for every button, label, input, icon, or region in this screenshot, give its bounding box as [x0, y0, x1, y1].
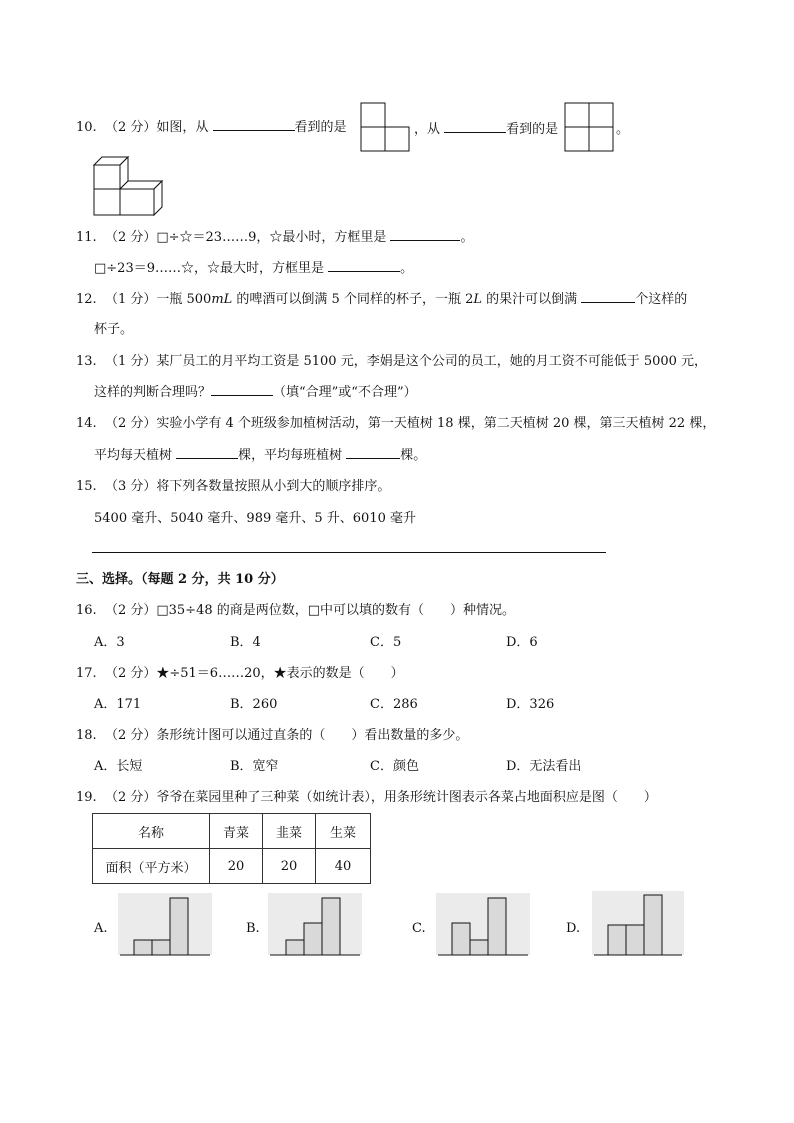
question-12: 12. （1 分）一瓶 500mL 的啤酒可以倒满 5 个同样的杯子，一瓶 2L 的果汁可以倒满 个这样的	[76, 292, 688, 307]
option-b[interactable]: B．4	[230, 635, 261, 650]
option-d[interactable]: D．326	[506, 697, 555, 712]
option-b-bar-chart[interactable]	[268, 893, 362, 959]
answer-blank[interactable]	[444, 120, 506, 133]
question-10: 10. （2 分）如图，从 看到的是	[76, 120, 347, 135]
option-c[interactable]: C．5	[370, 635, 402, 650]
question-19: 19. （2 分）爷爷在菜园里种了三种菜（如统计表），用条形统计图表示各菜占地面积应是图（ ）	[76, 790, 657, 805]
answer-blank[interactable]	[328, 259, 400, 272]
option-a[interactable]: A．长短	[94, 759, 143, 774]
option-a[interactable]: A．171	[94, 697, 142, 712]
question-14: 14. （2 分）实验小学有 4 个班级参加植树活动，第一天植树 18 棵，第二天植树 20 棵，第三天植树 22 棵，	[76, 416, 716, 431]
answer-blank[interactable]	[213, 118, 295, 131]
option-b[interactable]: B.	[246, 921, 260, 936]
option-c[interactable]: C.	[412, 921, 426, 936]
option-a-bar-chart[interactable]	[118, 893, 212, 959]
option-c[interactable]: C．286	[370, 697, 418, 712]
option-c-bar-chart[interactable]	[436, 893, 530, 959]
answer-line[interactable]	[92, 552, 606, 553]
option-d[interactable]: D．6	[506, 635, 538, 650]
option-a[interactable]: A.	[94, 921, 108, 936]
table-row: 面积（平方米） 20 20 40	[93, 849, 371, 884]
option-d[interactable]: D.	[566, 921, 581, 936]
option-d[interactable]: D．无法看出	[506, 759, 582, 774]
answer-blank[interactable]	[581, 290, 635, 303]
option-c[interactable]: C．颜色	[370, 759, 419, 774]
option-a[interactable]: A．3	[94, 635, 125, 650]
answer-blank[interactable]	[176, 446, 238, 459]
cube-stack-figure	[92, 155, 164, 219]
statistics-table	[92, 813, 371, 884]
top-view-figure	[564, 102, 616, 152]
option-d-bar-chart[interactable]	[592, 891, 684, 959]
question-15: 15. （3 分）将下列各数量按照从小到大的顺序排序。	[76, 479, 391, 494]
front-view-figure	[360, 102, 412, 152]
question-11: 11. （2 分）□÷☆＝23……9，☆最小时，方框里是 。	[76, 230, 474, 245]
question-16: 16. （2 分）□35÷48 的商是两位数，□中可以填的数有（ ）种情况。	[76, 603, 516, 618]
option-b[interactable]: B．宽窄	[230, 759, 279, 774]
answer-blank[interactable]	[211, 383, 273, 396]
option-b[interactable]: B．260	[230, 697, 278, 712]
table-row: 名称 青菜 韭菜 生菜	[93, 814, 371, 849]
answer-blank[interactable]	[390, 228, 460, 241]
question-17: 17. （2 分）★÷51＝6……20，★表示的数是（ ）	[76, 666, 404, 681]
question-13: 13. （1 分）某厂员工的月平均工资是 5100 元，李娟是这个公司的员工，她的月工资不可能低于 5000 元，	[76, 354, 708, 369]
answer-blank[interactable]	[346, 446, 400, 459]
question-18: 18. （2 分）条形统计图可以通过直条的（ ）看出数量的多少。	[76, 728, 469, 743]
section-title: 三、选择。（每题 2 分，共 10 分）	[76, 572, 284, 587]
